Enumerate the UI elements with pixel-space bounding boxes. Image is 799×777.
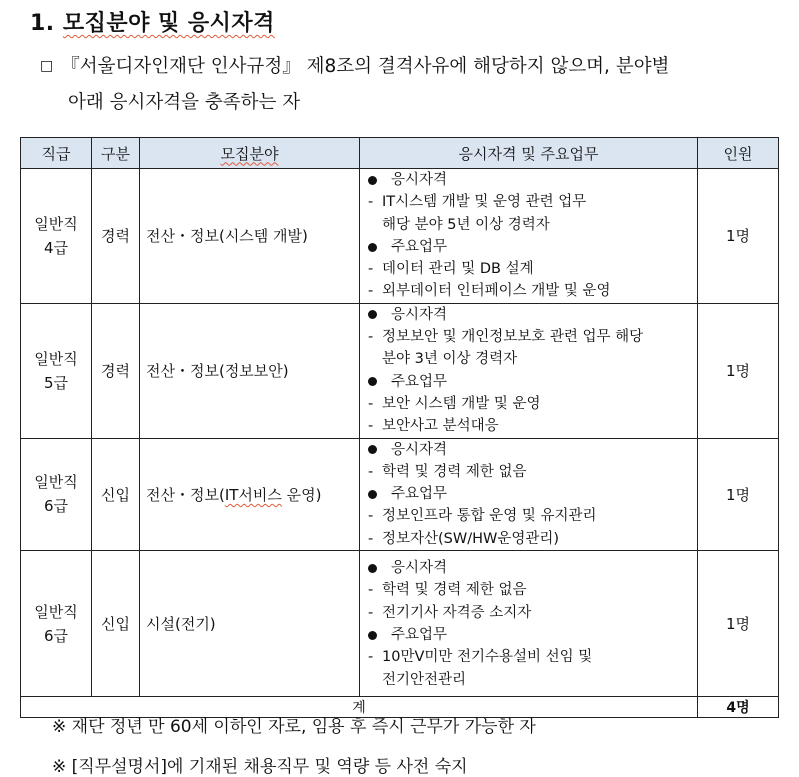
note-age: ※ 재단 정년 만 60세 이하인 자로, 임용 후 즉시 근무가 가능한 자	[52, 717, 536, 737]
bullet-icon	[368, 310, 377, 319]
table-row	[21, 551, 779, 697]
bullet-icon	[368, 243, 377, 252]
header-field: 모집분야	[140, 138, 360, 169]
count-cell: 1명	[698, 438, 779, 550]
recruitment-table	[20, 137, 779, 718]
rank-cell: 일반직 6급	[21, 551, 92, 697]
table-row	[21, 303, 779, 438]
bullet-icon	[368, 490, 377, 499]
section-number: 1.	[30, 11, 55, 36]
header-count: 인원	[698, 138, 779, 169]
checkbox-marker-icon: □	[40, 58, 54, 74]
section-heading: 모집분야 및 응시자격	[62, 11, 275, 36]
detail-cell: 응시자격 - 학력 및 경력 제한 없음 - 전기기사 자격증 소지자 주요업무 - 10만V미만 전기수용설비 선임 및 전기안전관리	[360, 551, 698, 697]
table-row	[21, 169, 779, 304]
count-cell: 1명	[698, 169, 779, 304]
field-cell: 전산・정보(IT서비스 운영)	[140, 438, 360, 550]
rank-cell: 일반직 6급	[21, 438, 92, 550]
intro-line-2: 아래 응시자격을 충족하는 자	[68, 92, 301, 113]
detail-cell: 응시자격 - 학력 및 경력 제한 없음 주요업무 - 정보인프라 통합 운영 및 유지관리 - 정보자산(SW/HW운영관리)	[360, 438, 698, 550]
rank-cell: 일반직 5급	[21, 303, 92, 438]
bullet-icon	[368, 631, 377, 640]
table-row	[21, 438, 779, 550]
type-cell: 신입	[92, 551, 140, 697]
count-cell: 1명	[698, 551, 779, 697]
rank-cell: 일반직 4급	[21, 169, 92, 304]
total-value: 4명	[698, 697, 779, 718]
header-qualification: 응시자격 및 주요업무	[360, 138, 698, 169]
table-header-row	[21, 138, 779, 169]
header-type: 구분	[92, 138, 140, 169]
bullet-icon	[368, 176, 377, 185]
note-job-description: ※ [직무설명서]에 기재된 채용직무 및 역량 등 사전 숙지	[52, 757, 468, 777]
detail-cell: 응시자격 - IT시스템 개발 및 운영 관련 업무 해당 분야 5년 이상 경력자 주요업무 - 데이터 관리 및 DB 설계 - 외부데이터 인터페이스 개발 및 운영	[360, 169, 698, 304]
intro-line-1: 『서울디자인재단 인사규정』 제8조의 결격사유에 해당하지 않으며, 분야별	[61, 56, 670, 77]
header-rank: 직급	[21, 138, 92, 169]
field-cell: 전산・정보(시스템 개발)	[140, 169, 360, 304]
section-title	[30, 6, 275, 37]
count-cell: 1명	[698, 303, 779, 438]
detail-cell: 응시자격 - 정보보안 및 개인정보보호 관련 업무 해당 분야 3년 이상 경력자 주요업무 - 보안 시스템 개발 및 운영 - 보안사고 분석대응	[360, 303, 698, 438]
type-cell: 신입	[92, 438, 140, 550]
field-cell: 전산・정보(정보보안)	[140, 303, 360, 438]
bullet-icon	[368, 377, 377, 386]
bullet-icon	[368, 564, 377, 573]
type-cell: 경력	[92, 169, 140, 304]
intro-paragraph	[40, 48, 780, 121]
bullet-icon	[368, 445, 377, 454]
type-cell: 경력	[92, 303, 140, 438]
field-cell: 시설(전기)	[140, 551, 360, 697]
total-label: 계	[21, 697, 698, 718]
